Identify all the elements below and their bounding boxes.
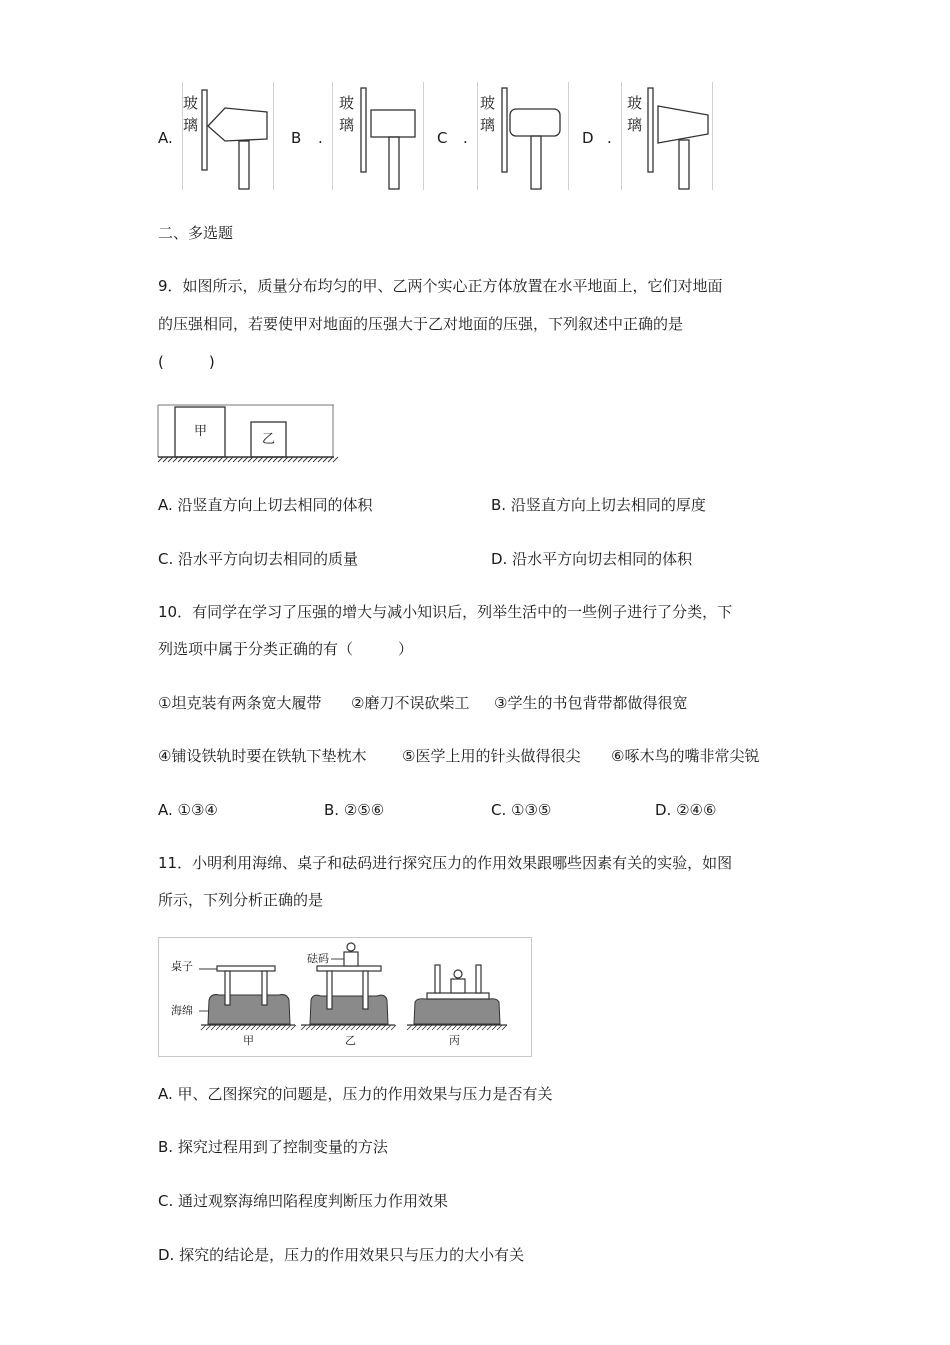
q9-option-c[interactable]: C. 沿水平方向切去相同的质量 [158, 550, 359, 568]
q11-stem-line2: 所示，下列分析正确的是 [158, 891, 324, 909]
figure-bing-caption: 丙 [449, 1034, 460, 1047]
q11-option-b[interactable]: B. 探究过程用到了控制变量的方法 [158, 1138, 388, 1156]
q10-stem-line2: 列选项中属于分类正确的有（ ） [158, 640, 414, 658]
q10-option-b[interactable]: B. ②⑤⑥ [324, 801, 385, 819]
q11-option-d[interactable]: D. 探究的结论是，压力的作用效果只与压力的大小有关 [158, 1246, 525, 1264]
figure-jia-caption: 甲 [243, 1034, 254, 1047]
q9-option-b[interactable]: B. 沿竖直方向上切去相同的厚度 [491, 496, 706, 514]
q10-option-d[interactable]: D. ②④⑥ [655, 801, 717, 819]
q10-item-3: ③学生的书包背带都做得很宽 [494, 694, 688, 712]
sponge-label: 海绵 [171, 1004, 193, 1017]
glass-label: 玻 璃 [480, 94, 496, 134]
q8-option-b-letter: B [291, 129, 302, 147]
q8-option-a-figure [182, 82, 274, 190]
glass-label: 玻 璃 [183, 94, 199, 134]
hammer-pointed-head-illustration [183, 82, 273, 190]
q9-stem-line1: 9．如图所示，质量分布均匀的甲、乙两个实心正方体放置在水平地面上，它们对地面 [158, 277, 723, 295]
q10-stem-line1: 10．有同学在学习了压强的增大与减小知识后，列举生活中的一些例子进行了分类，下 [158, 603, 733, 621]
q11-option-c[interactable]: C. 通过观察海绵凹陷程度判断压力作用效果 [158, 1192, 449, 1210]
q8-option-b-dot: . [318, 129, 323, 147]
cube-yi-label: 乙 [262, 432, 276, 447]
q9-option-a[interactable]: A. 沿竖直方向上切去相同的体积 [158, 496, 373, 514]
hammer-tapered-head-illustration [622, 82, 712, 190]
cubes-on-ground-illustration [158, 405, 334, 463]
q11-stem-line1: 11．小明利用海绵、桌子和砝码进行探究压力的作用效果跟哪些因素有关的实验，如图 [158, 854, 733, 872]
q9-stem-line3: ( ) [158, 353, 215, 371]
q10-option-a[interactable]: A. ①③④ [158, 801, 218, 819]
q10-item-6: ⑥啄木鸟的嘴非常尖锐 [611, 747, 760, 765]
q8-option-b-figure [332, 82, 424, 190]
q10-item-4: ④铺设铁轨时要在铁轨下垫枕木 [158, 747, 367, 765]
q8-option-d-figure [621, 82, 713, 190]
q10-item-2: ②磨刀不误砍柴工 [351, 694, 470, 712]
q8-option-c-figure [477, 82, 569, 190]
q8-option-d-letter: D [582, 129, 594, 147]
q8-option-d-dot: . [607, 129, 612, 147]
glass-label: 玻 璃 [627, 94, 643, 134]
q10-item-5: ⑤医学上用的针头做得很尖 [402, 747, 581, 765]
hammer-flat-head-illustration [333, 82, 423, 190]
cube-jia-label: 甲 [194, 424, 208, 439]
q8-option-a-letter: A. [158, 129, 173, 147]
q9-stem-line2: 的压强相同，若要使甲对地面的压强大于乙对地面的压强，下列叙述中正确的是 [158, 315, 684, 333]
table-label: 桌子 [171, 960, 193, 973]
weight-label: 砝码 [307, 952, 329, 965]
q8-option-c-dot: . [463, 129, 468, 147]
q11-option-a[interactable]: A. 甲、乙图探究的问题是，压力的作用效果与压力是否有关 [158, 1085, 553, 1103]
q9-option-d[interactable]: D. 沿水平方向切去相同的体积 [491, 550, 693, 568]
q8-option-c-letter: C [437, 129, 448, 147]
hammer-rounded-head-illustration [478, 82, 568, 190]
q11-sponge-experiment-figure [158, 937, 532, 1057]
q10-item-1: ①坦克装有两条宽大履带 [158, 694, 322, 712]
figure-yi-caption: 乙 [345, 1034, 356, 1047]
section-heading-multiple-choice: 二、多选题 [158, 224, 234, 242]
q9-cubes-figure [158, 405, 334, 463]
q10-option-c[interactable]: C. ①③⑤ [491, 801, 552, 819]
glass-label: 玻 璃 [339, 94, 355, 134]
